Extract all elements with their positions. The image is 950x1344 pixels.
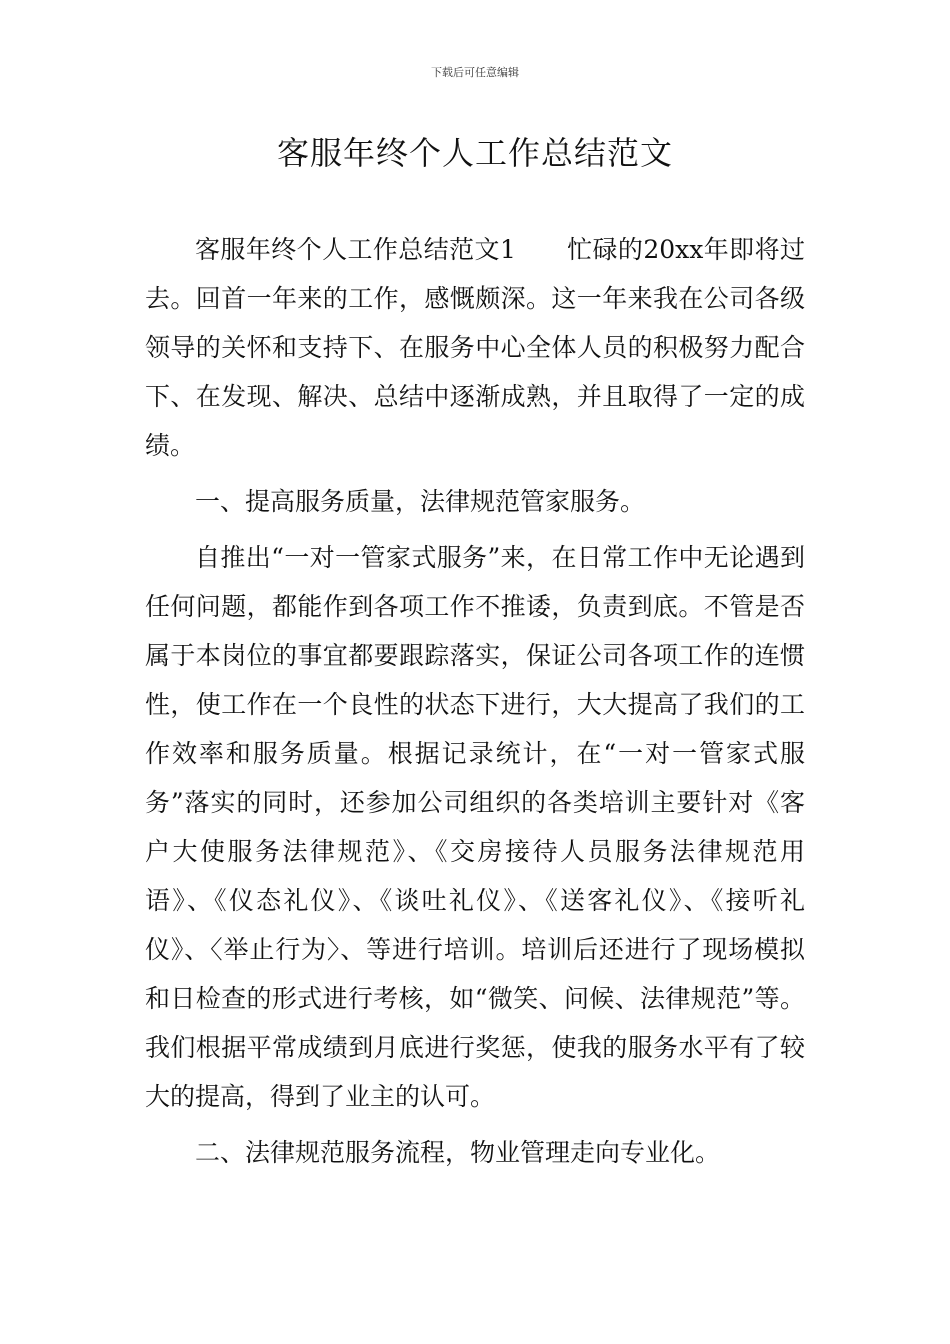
document-body — [145, 225, 805, 1184]
header-note: 下载后可任意编辑 — [431, 66, 519, 79]
paragraph-service: 自推出“一对一管家式服务”来，在日常工作中无论遇到任何问题，都能作到各项工作不推诿，负责到底。不管是否属于本岗位的事宜都要跟踪落实，保证公司各项工作的连惯性，使工作在一个良性的状态下进行，大大提高了我们的工作效率和服务质量。根据记录统计，在“一对一管家式服务”落实的同时，还参加公司组织的各类培训主要针对《客户大使服务法律规范》、《交房接待人员服务法律规范用语》、《仪态礼仪》、《谈吐礼仪》、《送客礼仪》、《接听礼仪》、〈举止行为〉、等进行培训。培训后还进行了现场模拟和日检查的形式进行考核，如“微笑、问候、法律规范”等。我们根据平常成绩到月底进行奖惩，使我的服务水平有了较大的提高，得到了业主的认可。 — [145, 543, 805, 1111]
section-heading-1: 一、提高服务质量，法律规范管家服务。 — [195, 487, 646, 516]
paragraph-intro: 客服年终个人工作总结范文1 忙碌的20xx年即将过去。回首一年来的工作，感慨颇深。这一年来我在公司各级领导的关怀和支持下、在服务中心全体人员的积极努力配合下、在发现、解决、总结中逐渐成熟，并且取得了一定的成绩。 — [145, 235, 805, 460]
section-heading-2: 二、法律规范服务流程，物业管理走向专业化。 — [195, 1138, 721, 1167]
document-title: 客服年终个人工作总结范文 — [276, 134, 673, 172]
